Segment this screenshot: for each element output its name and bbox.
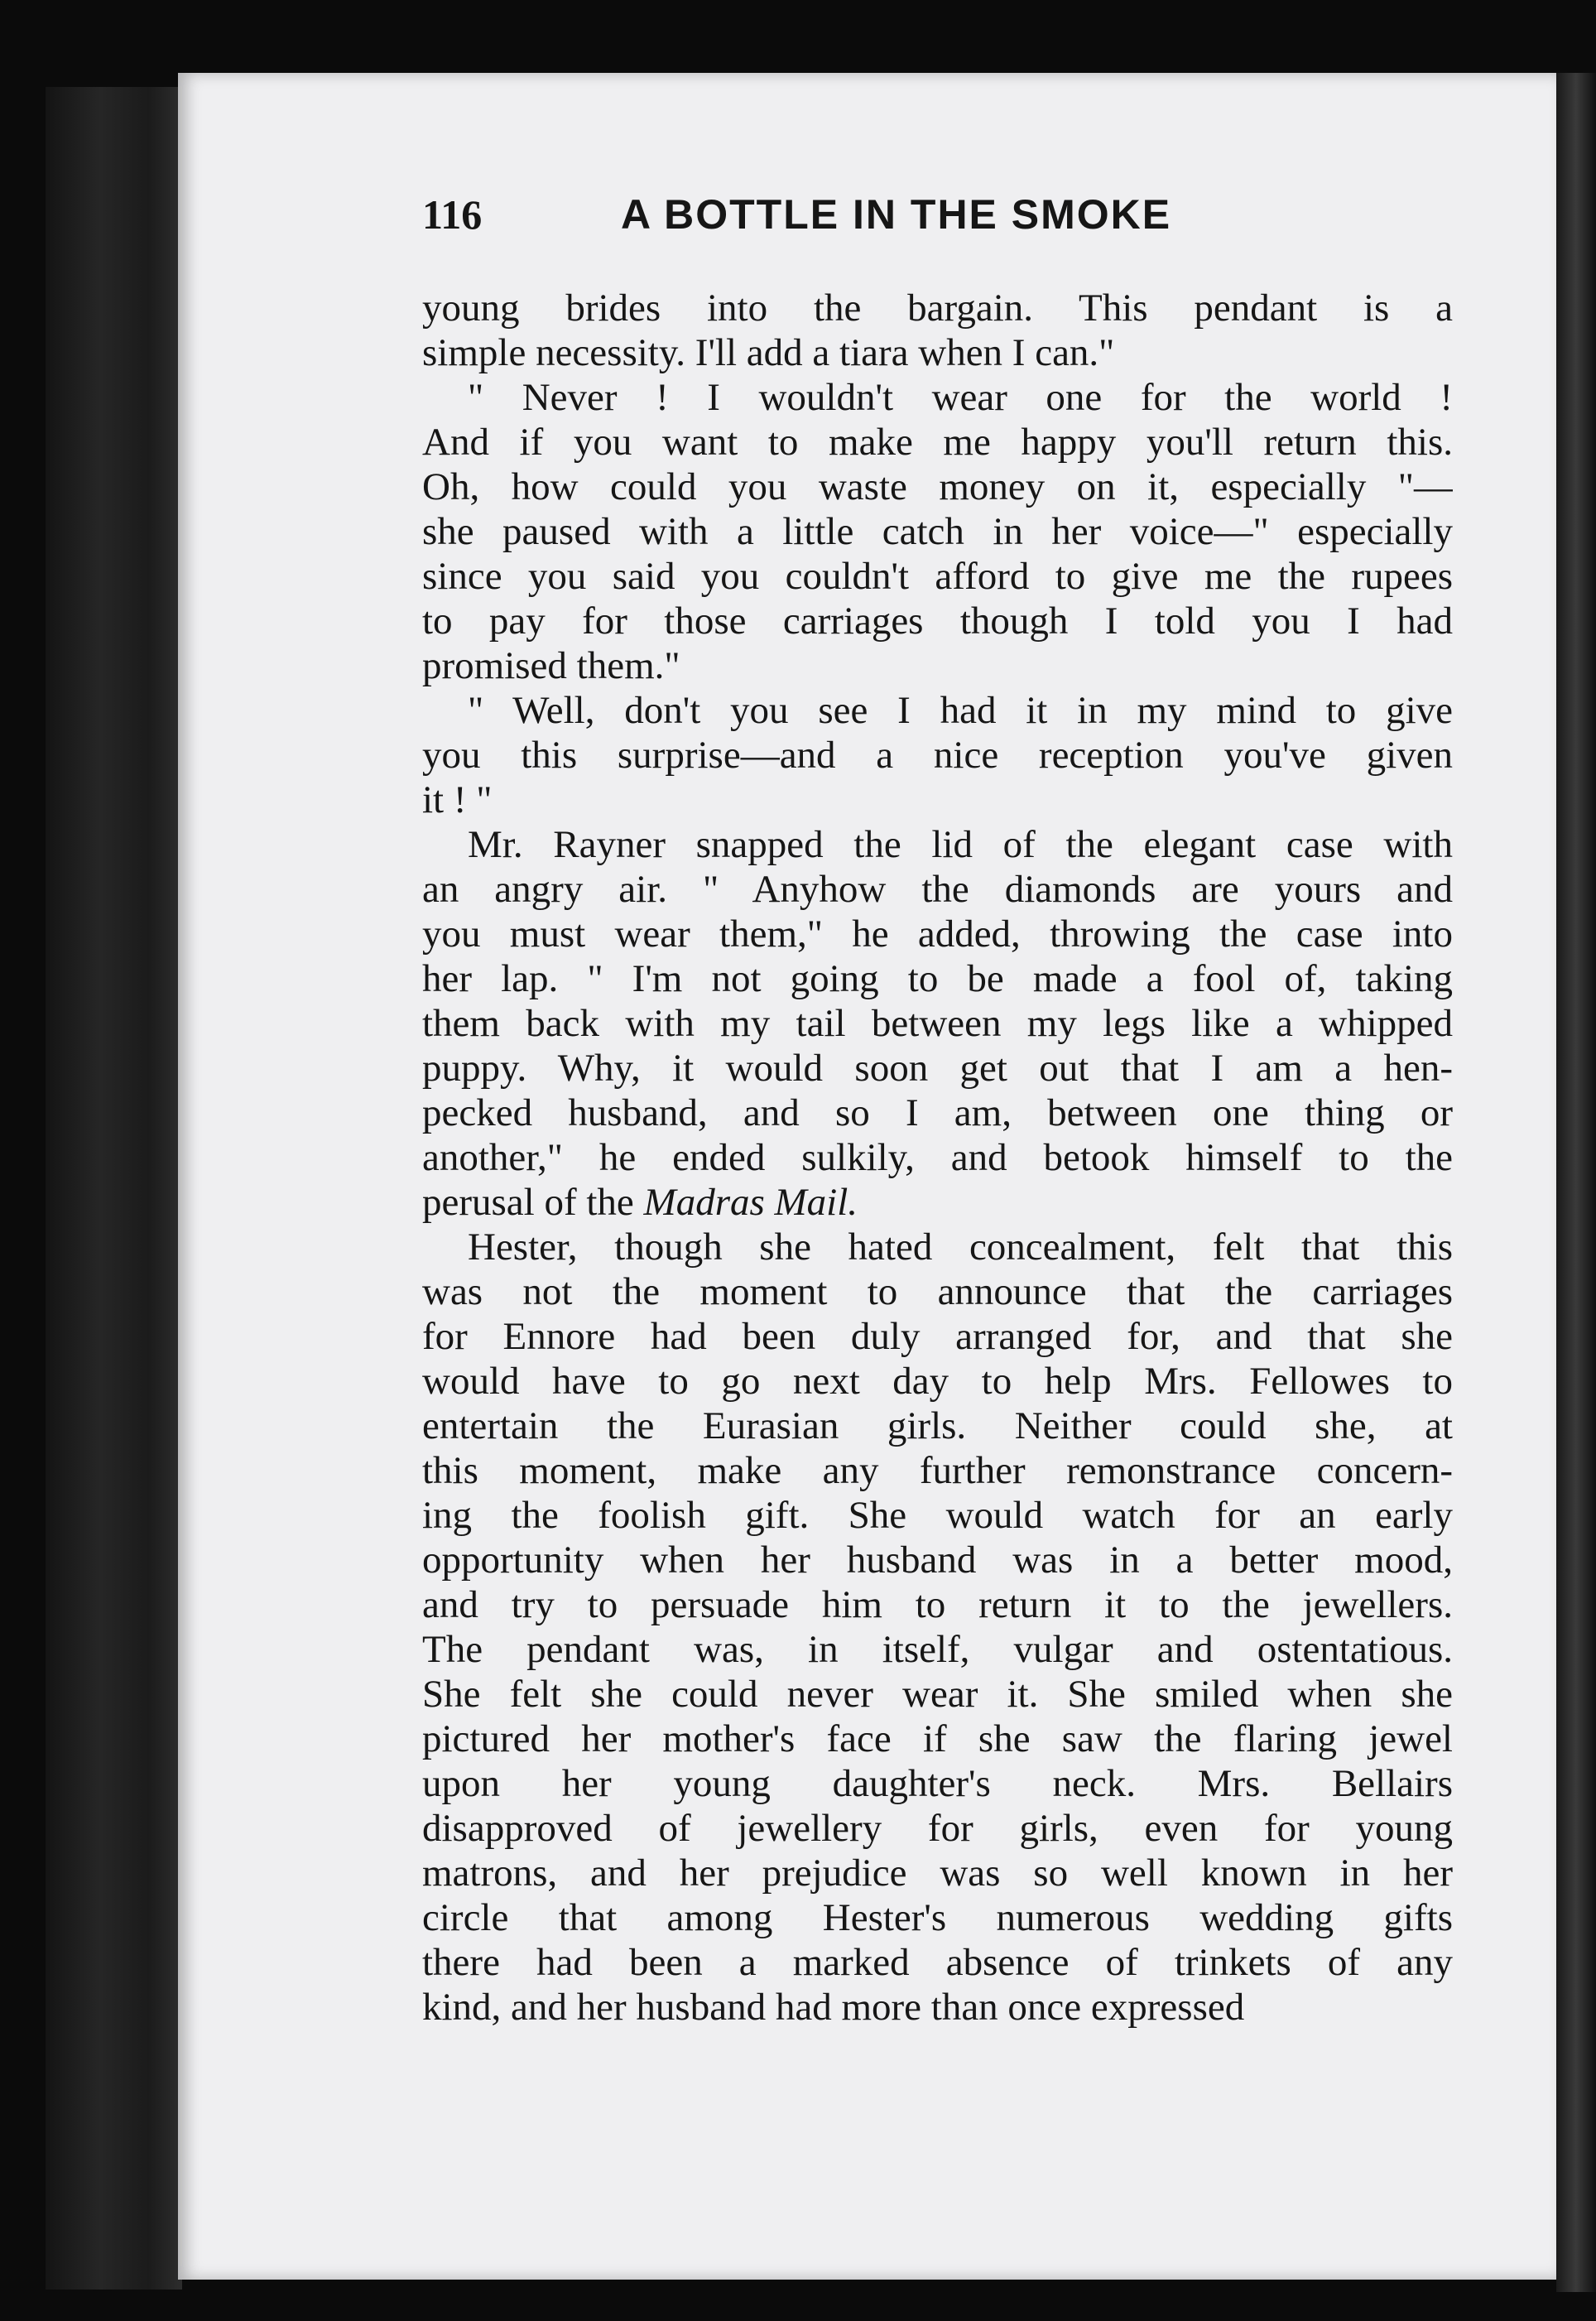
text-line: for Ennore had been duly arranged for, and that she (422, 1315, 1453, 1358)
page-number: 116 (422, 191, 483, 238)
text-line: you this surprise—and a nice reception you've given (422, 734, 1453, 777)
text-line: it ! " (422, 778, 493, 821)
running-title: A BOTTLE IN THE SMOKE (621, 191, 1172, 238)
text-line: another," he ended sulkily, and betook himself to the (422, 1136, 1453, 1179)
text-line: " Never ! I wouldn't wear one for the world ! (468, 376, 1453, 419)
text-line: upon her young daughter's neck. Mrs. Bellairs (422, 1762, 1453, 1805)
text-line: The pendant was, in itself, vulgar and ostentatious. (422, 1628, 1453, 1671)
text-line: since you said you couldn't afford to give me the rupees (422, 555, 1453, 598)
text-line: young brides into the bargain. This pendant is a (422, 287, 1453, 330)
text-line-part: perusal of the (422, 1181, 634, 1224)
text-line: She felt she could never wear it. She smiled when she (422, 1673, 1453, 1716)
text-line: an angry air. " Anyhow the diamonds are yours and (422, 868, 1453, 911)
text-line: pictured her mother's face if she saw the flaring jewel (422, 1717, 1453, 1760)
text-line: there had been a marked absence of trinkets of any (422, 1941, 1453, 1984)
page-header (422, 190, 1453, 248)
text-line: Mr. Rayner snapped the lid of the elegant case with (468, 823, 1453, 866)
text-line: would have to go next day to help Mrs. Fellowes to (422, 1360, 1453, 1403)
text-line: pecked husband, and so I am, between one thing or (422, 1091, 1453, 1134)
text-line: disapproved of jewellery for girls, even for young (422, 1807, 1453, 1850)
text-line: " Well, don't you see I had it in my mind to give (468, 689, 1453, 732)
text-line: was not the moment to announce that the carriages (422, 1270, 1453, 1313)
text-line: promised them." (422, 644, 680, 687)
newspaper-title: Madras Mail. (643, 1181, 858, 1224)
text-line: Oh, how could you waste money on it, especially "— (422, 465, 1453, 508)
text-line: ing the foolish gift. She would watch for an early (422, 1494, 1453, 1537)
text-line: And if you want to make me happy you'll return this. (422, 421, 1453, 464)
text-line: to pay for those carriages though I told you I had (422, 600, 1453, 643)
text-line: she paused with a little catch in her voice—" especially (422, 510, 1453, 553)
text-line: opportunity when her husband was in a better mood, (422, 1539, 1453, 1582)
book-spine (46, 87, 182, 2290)
text-line: this moment, make any further remonstrance concern- (422, 1449, 1453, 1492)
text-line: circle that among Hester's numerous wedding gifts (422, 1896, 1453, 1939)
text-line: her lap. " I'm not going to be made a fool of, taking (422, 957, 1453, 1000)
text-line: puppy. Why, it would soon get out that I am a hen- (422, 1047, 1453, 1090)
facing-page-edge (1556, 73, 1596, 2292)
text-line (422, 1180, 1453, 1225)
text-line: simple necessity. I'll add a tiara when I can." (422, 331, 1115, 374)
text-line: kind, and her husband had more than once expressed (422, 1986, 1245, 2029)
text-line: matrons, and her prejudice was so well known in her (422, 1852, 1453, 1895)
text-line: them back with my tail between my legs like a whipped (422, 1002, 1453, 1045)
text-line: Hester, though she hated concealment, felt that this (468, 1226, 1453, 1269)
text-line: you must wear them," he added, throwing the case into (422, 913, 1453, 956)
text-line: and try to persuade him to return it to the jewellers. (422, 1583, 1453, 1626)
body-text (422, 286, 1453, 2030)
text-line: entertain the Eurasian girls. Neither could she, at (422, 1404, 1453, 1447)
